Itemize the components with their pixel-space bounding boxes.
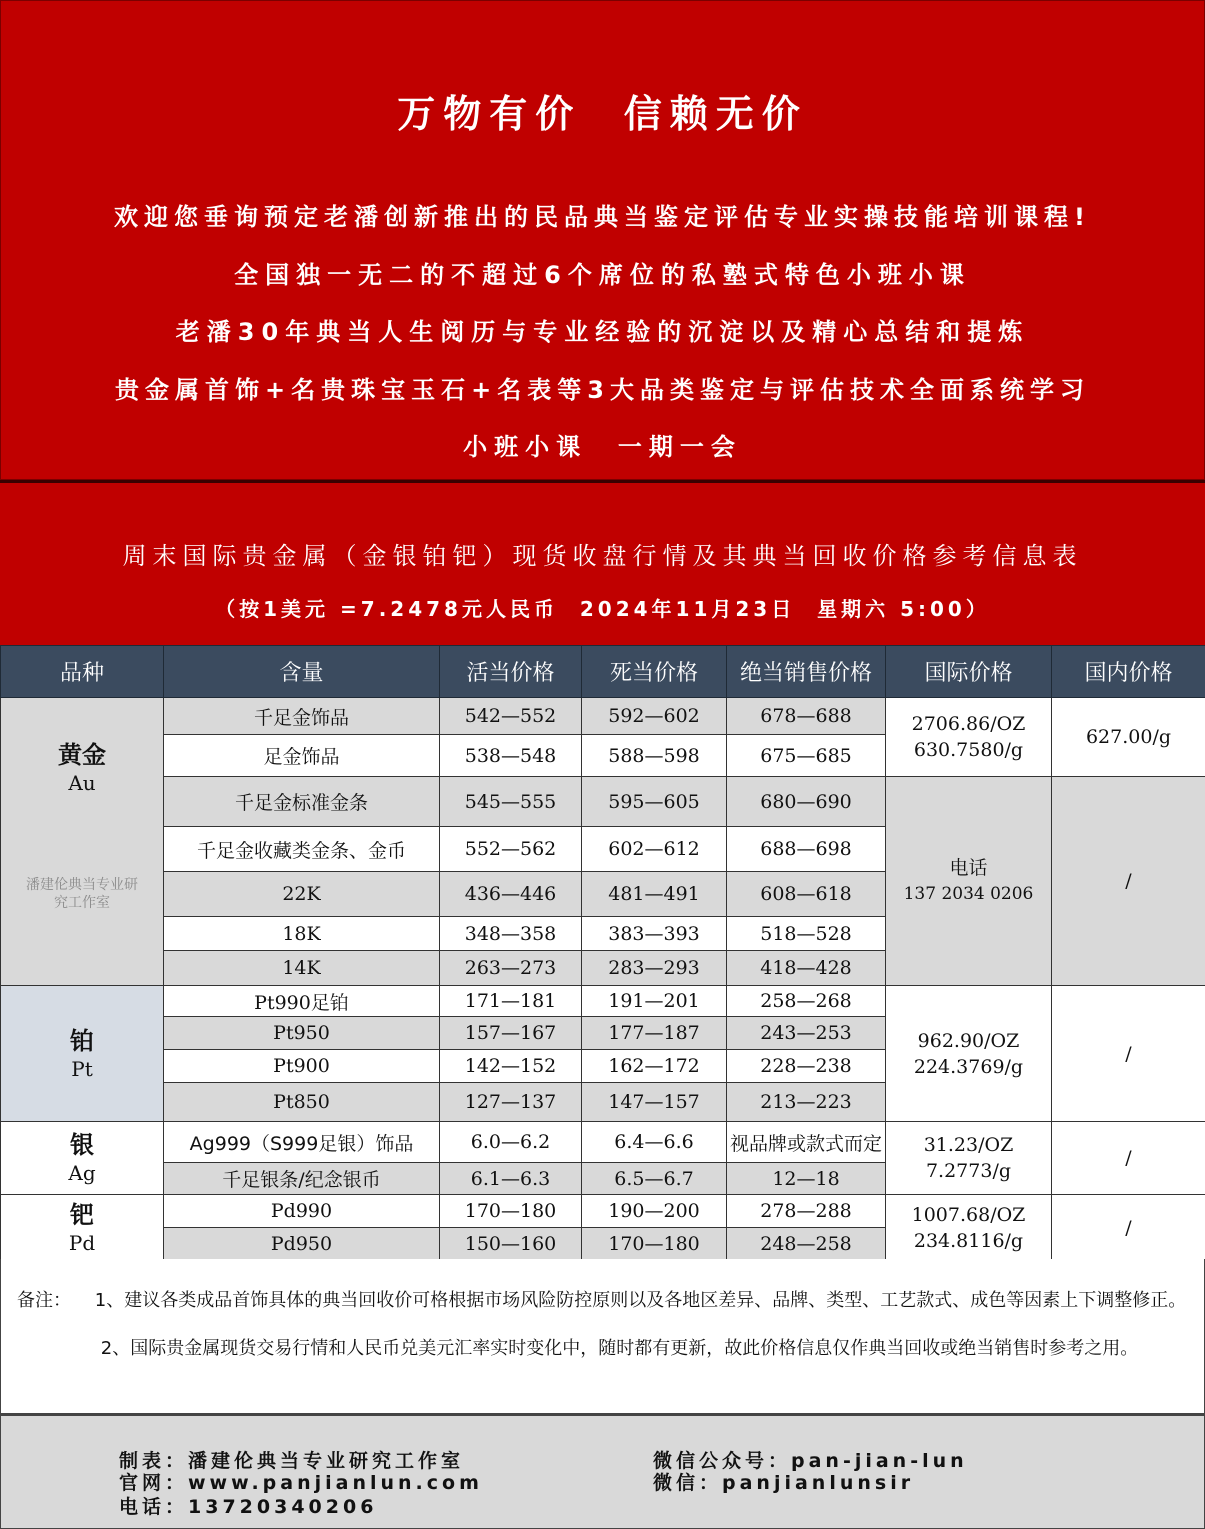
dead-price: 162—172 — [582, 1050, 727, 1083]
sale-price: 518—528 — [727, 917, 886, 951]
dead-price: 383—393 — [582, 917, 727, 951]
item-name: Pd950 — [164, 1228, 440, 1261]
title-band — [0, 483, 1205, 645]
category-symbol: Pt — [71, 1056, 93, 1081]
dead-price: 190—200 — [582, 1195, 727, 1228]
live-price: 545—555 — [440, 777, 582, 827]
intl-price-g: 630.7580/g — [913, 739, 1024, 761]
dead-price: 6.5—6.7 — [582, 1163, 727, 1195]
header-domestic-price: 国内价格 — [1052, 646, 1205, 698]
item-name: Pt990足铂 — [164, 986, 440, 1017]
header-live-price: 活当价格 — [440, 646, 582, 698]
table-row — [1, 1195, 1205, 1228]
domestic-price-gold: 627.00/g — [1052, 698, 1205, 777]
dead-price: 191—201 — [582, 986, 727, 1017]
sale-price: 248—258 — [727, 1228, 886, 1261]
phone-number: 137 2034 0206 — [903, 884, 1034, 904]
sale-price: 12—18 — [727, 1163, 886, 1195]
intl-price-g: 234.8116/g — [913, 1229, 1024, 1252]
sale-price: 视品牌或款式而定 — [727, 1122, 886, 1163]
dead-price: 283—293 — [582, 951, 727, 986]
category-silver — [1, 1122, 164, 1195]
live-price: 150—160 — [440, 1228, 582, 1261]
intl-price-silver — [886, 1122, 1052, 1195]
footer-wechat-official: 微信公众号：pan-jian-lun — [653, 1450, 968, 1472]
category-name-cn: 银 — [70, 1131, 94, 1159]
header-sale-price: 绝当销售价格 — [727, 646, 886, 698]
live-price: 436—446 — [440, 872, 582, 917]
domestic-price-platinum: / — [1052, 986, 1205, 1122]
item-name: Pt950 — [164, 1017, 440, 1050]
category-palladium — [1, 1195, 164, 1261]
sale-price: 678—688 — [727, 698, 886, 735]
dead-price: 6.4—6.6 — [582, 1122, 727, 1163]
intl-price-oz: 1007.68/OZ — [911, 1203, 1026, 1226]
dead-price: 602—612 — [582, 827, 727, 872]
phone-cell — [886, 777, 1052, 986]
intl-price-oz: 962.90/OZ — [917, 1029, 1020, 1052]
category-platinum — [1, 986, 164, 1122]
footer-wechat: 微信：panjianlunsir — [653, 1472, 915, 1494]
live-price: 6.0—6.2 — [440, 1122, 582, 1163]
table-subtitle: （按1美元 =7.2478元人民币 2024年11月23日 星期六 5:00） — [215, 597, 990, 621]
dead-price: 592—602 — [582, 698, 727, 735]
footer-website[interactable]: 官网：www.panjianlun.com — [119, 1472, 483, 1494]
live-price: 171—181 — [440, 986, 582, 1017]
item-name: 千足金标准金条 — [164, 777, 440, 827]
domestic-price-palladium: / — [1052, 1195, 1205, 1261]
item-name: 足金饰品 — [164, 735, 440, 777]
live-price: 552—562 — [440, 827, 582, 872]
sale-price: 608—618 — [727, 872, 886, 917]
item-name: 22K — [164, 872, 440, 917]
slogan: 万物有价 信赖无价 — [397, 92, 808, 136]
dead-price: 147—157 — [582, 1083, 727, 1122]
table-row — [1, 1122, 1205, 1163]
live-price: 348—358 — [440, 917, 582, 951]
live-price: 538—548 — [440, 735, 582, 777]
item-name: 18K — [164, 917, 440, 951]
watermark: 潘建伦典当专业研究工作室 — [26, 877, 138, 911]
table-title: 周末国际贵金属（金银铂钯）现货收盘行情及其典当回收价格参考信息表 — [122, 542, 1083, 570]
category-name-cn: 铂 — [70, 1026, 94, 1055]
item-name: 千足银条/纪念银币 — [164, 1163, 440, 1195]
category-symbol: Pd — [68, 1230, 96, 1255]
intl-price-g: 7.2773/g — [925, 1160, 1012, 1182]
promo-banner — [0, 0, 1205, 480]
item-name: Ag999（S999足银）饰品 — [164, 1122, 440, 1163]
item-name: Pt850 — [164, 1083, 440, 1122]
sale-price: 418—428 — [727, 951, 886, 986]
live-price: 157—167 — [440, 1017, 582, 1050]
domestic-price-slash: / — [1052, 777, 1205, 986]
table-row — [1, 986, 1205, 1017]
item-name: Pd990 — [164, 1195, 440, 1228]
header-variety: 品种 — [1, 646, 164, 698]
table-row — [1, 698, 1205, 735]
category-symbol: Ag — [68, 1161, 96, 1185]
phone-label: 电话 — [949, 857, 988, 879]
dead-price: 177—187 — [582, 1017, 727, 1050]
category-name-cn: 黄金 — [58, 741, 106, 769]
footer-maker: 制表：潘建伦典当专业研究工作室 — [119, 1450, 465, 1472]
header-dead-price: 死当价格 — [582, 646, 727, 698]
live-price: 127—137 — [440, 1083, 582, 1122]
intl-price-gold — [886, 698, 1052, 777]
footer — [0, 1414, 1205, 1529]
live-price: 6.1—6.3 — [440, 1163, 582, 1195]
header-content: 含量 — [164, 646, 440, 698]
table-row — [1, 777, 1205, 827]
category-symbol: Au — [68, 771, 96, 795]
sale-price: 680—690 — [727, 777, 886, 827]
item-name: Pt900 — [164, 1050, 440, 1083]
dead-price: 170—180 — [582, 1228, 727, 1261]
sale-price: 243—253 — [727, 1017, 886, 1050]
live-price: 542—552 — [440, 698, 582, 735]
sale-price: 278—288 — [727, 1195, 886, 1228]
item-name: 千足金饰品 — [164, 698, 440, 735]
header-intl-price: 国际价格 — [886, 646, 1052, 698]
intl-price-platinum — [886, 986, 1052, 1122]
table-header-row — [1, 646, 1205, 698]
banner-line-3: 老潘30年典当人生阅历与专业经验的沉淀以及精心总结和提炼 — [175, 318, 1030, 346]
footer-phone: 电话：13720340206 — [119, 1496, 378, 1518]
item-name: 千足金收藏类金条、金币 — [164, 827, 440, 872]
price-table — [0, 645, 1205, 1261]
banner-line-1: 欢迎您垂询预定老潘创新推出的民品典当鉴定评估专业实操技能培训课程! — [114, 203, 1091, 231]
sale-price: 675—685 — [727, 735, 886, 777]
banner-line-5: 小班小课 一期一会 — [463, 433, 742, 461]
intl-price-palladium — [886, 1195, 1052, 1261]
sale-price: 258—268 — [727, 986, 886, 1017]
note-2: 2、国际贵金属现货交易行情和人民币兑美元汇率实时变化中，随时都有更新，故此价格信息仅作典当回收或绝当销售时参考之用。 — [100, 1338, 1139, 1359]
item-name: 14K — [164, 951, 440, 986]
sale-price: 688—698 — [727, 827, 886, 872]
banner-line-4: 贵金属首饰+名贵珠宝玉石+名表等3大品类鉴定与评估技术全面系统学习 — [115, 376, 1090, 404]
live-price: 170—180 — [440, 1195, 582, 1228]
dead-price: 595—605 — [582, 777, 727, 827]
intl-price-oz: 31.23/OZ — [923, 1134, 1014, 1156]
intl-price-g: 224.3769/g — [913, 1055, 1024, 1078]
category-name-cn: 钯 — [70, 1200, 94, 1229]
live-price: 263—273 — [440, 951, 582, 986]
live-price: 142—152 — [440, 1050, 582, 1083]
sale-price: 228—238 — [727, 1050, 886, 1083]
category-gold — [1, 698, 164, 986]
intl-price-oz: 2706.86/OZ — [911, 713, 1026, 735]
domestic-price-silver: / — [1052, 1122, 1205, 1195]
dead-price: 588—598 — [582, 735, 727, 777]
banner-line-2: 全国独一无二的不超过6个席位的私塾式特色小班小课 — [234, 261, 971, 289]
notes-label: 备注： — [17, 1290, 71, 1311]
sale-price: 213—223 — [727, 1083, 886, 1122]
dead-price: 481—491 — [582, 872, 727, 917]
note-1: 1、建议各类成品首饰具体的典当回收价可格根据市场风险防控原则以及各地区差异、品牌、类型、工艺款式、成色等因素上下调整修正。 — [94, 1290, 1187, 1311]
notes-section — [0, 1259, 1205, 1414]
